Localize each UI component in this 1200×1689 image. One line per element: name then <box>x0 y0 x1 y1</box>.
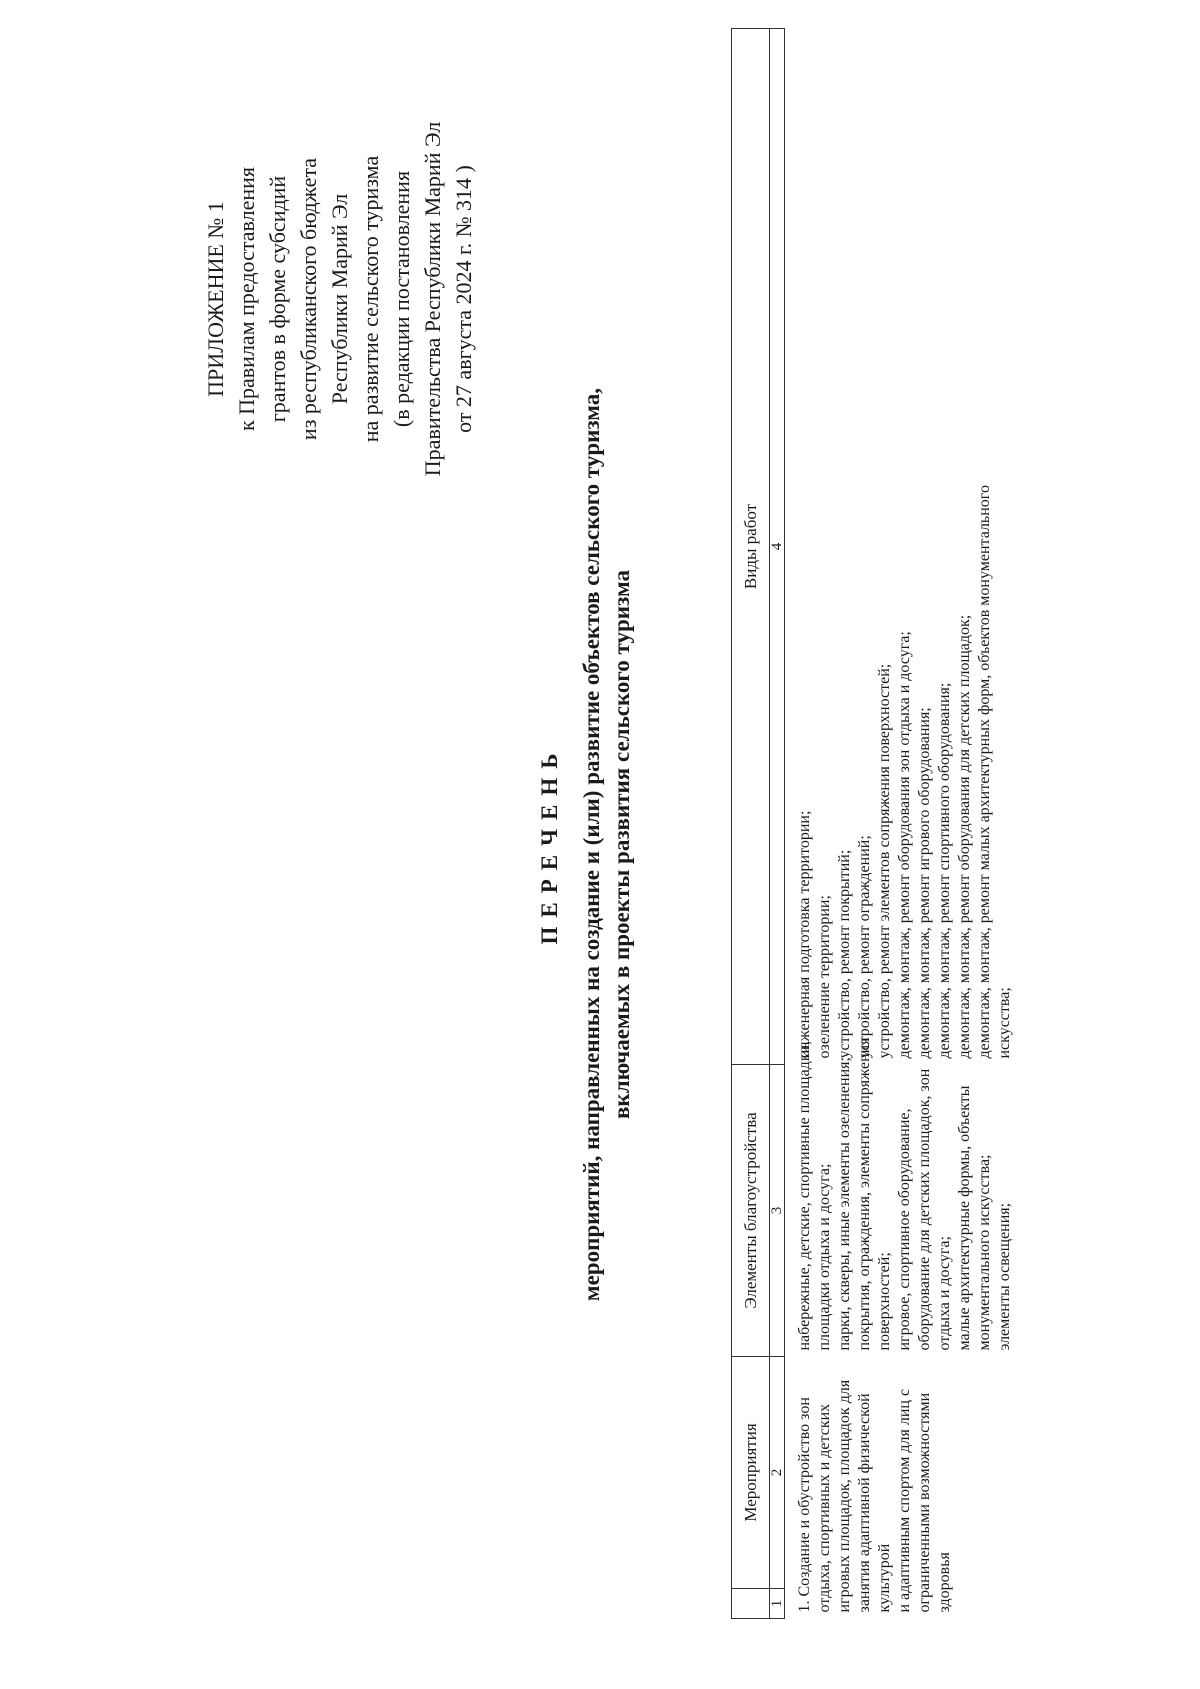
work-line: озеленение территории; <box>816 895 833 1059</box>
element-line: игровое, спортивное оборудование, <box>896 1108 913 1351</box>
appendix-line: из республиканского бюджета <box>296 157 321 441</box>
element-line: площадки отдыха и досуга; <box>816 1163 833 1351</box>
activity-line: здоровья <box>936 1552 953 1613</box>
work-line: демонтаж, монтаж, ремонт оборудования для детских площадок; <box>956 614 973 1059</box>
appendix-line: Правительства Республики Марий Эл <box>420 121 445 477</box>
appendix-line: на развитие сельского туризма <box>358 155 383 443</box>
work-line: демонтаж, монтаж, ремонт игрового оборудования; <box>916 707 933 1059</box>
element-line: элементы освещения; <box>996 1202 1013 1351</box>
activity-line: игровых площадок, площадок для <box>836 1379 853 1613</box>
table-row <box>785 29 1016 1619</box>
title-subtitle <box>577 0 637 1689</box>
subtitle-line: мероприятий, направленных на создание и (или) развитие объектов сельского туризма, <box>579 387 604 1302</box>
appendix-line: ПРИЛОЖЕНИЕ № 1 <box>203 201 228 397</box>
appendix-line: Республики Марий Эл <box>327 193 352 405</box>
activity-line: отдыха, спортивных и детских <box>816 1403 833 1613</box>
column-number-cell: 2 <box>770 1357 785 1589</box>
cell-activity <box>785 1357 1016 1619</box>
work-line: устройство, ремонт ограждений; <box>856 835 873 1059</box>
work-line: демонтаж, монтаж, ремонт оборудования зон отдыха и досуга; <box>896 631 913 1059</box>
element-line: монументального искусства; <box>976 1154 993 1351</box>
element-line: оборудование для детских площадок, зон <box>916 1068 933 1351</box>
work-line: устройство, ремонт элементов сопряжения поверхностей; <box>876 663 893 1059</box>
activity-line: ограниченными возможностями <box>916 1392 933 1613</box>
activity-line: культурой <box>876 1543 893 1613</box>
work-line: демонтаж, монтаж, ремонт малых архитектурных форм, объектов монументального <box>976 485 993 1059</box>
header-cell-elements: Элементы благоустройства <box>732 1065 770 1357</box>
activities-table <box>731 29 1015 1619</box>
header-cell-works: Виды работ <box>732 29 770 1065</box>
appendix-line: (в редакции постановления <box>389 170 414 428</box>
column-number-cell: 4 <box>770 29 785 1065</box>
document-title <box>535 0 637 1689</box>
header-cell-activities: Мероприятия <box>732 1357 770 1589</box>
header-cell-number <box>732 1589 770 1619</box>
appendix-line: к Правилам предоставления <box>234 166 259 432</box>
element-line: отдыха и досуга; <box>936 1236 953 1351</box>
element-line: поверхностей; <box>876 1252 893 1351</box>
appendix-header <box>200 99 479 499</box>
element-line: малые архитектурные формы, объекты <box>956 1085 973 1351</box>
subtitle-line: включаемых в проекты развития сельского туризма <box>609 570 634 1119</box>
element-line: набережные, детские, спортивные площадки, <box>796 1040 813 1351</box>
work-line: демонтаж, монтаж, ремонт спортивного оборудования; <box>936 682 953 1059</box>
element-line: покрытия, ограждения, элементы сопряжения <box>856 1037 873 1351</box>
work-line: устройство, ремонт покрытий; <box>836 849 853 1059</box>
appendix-line: от 27 августа 2024 г. № 314 ) <box>451 165 476 433</box>
column-number-cell: 1 <box>770 1589 785 1619</box>
activity-line: и адаптивным спортом для лиц с <box>896 1388 913 1613</box>
title-main: ПЕРЕЧЕНЬ <box>537 744 562 945</box>
appendix-line: грантов в форме субсидий <box>265 175 290 423</box>
work-line: искусства; <box>996 987 1013 1059</box>
cell-works <box>785 29 1016 1065</box>
cell-elements <box>785 1037 1016 1357</box>
column-number-cell: 3 <box>770 1065 785 1357</box>
activity-line: занятия адаптивной физической <box>856 1393 873 1613</box>
work-line: инженерная подготовка территории; <box>796 810 813 1059</box>
element-line: парки, скверы, иные элементы озеленения; <box>836 1057 853 1351</box>
activity-line: 1. Создание и обустройство зон <box>796 1397 813 1613</box>
